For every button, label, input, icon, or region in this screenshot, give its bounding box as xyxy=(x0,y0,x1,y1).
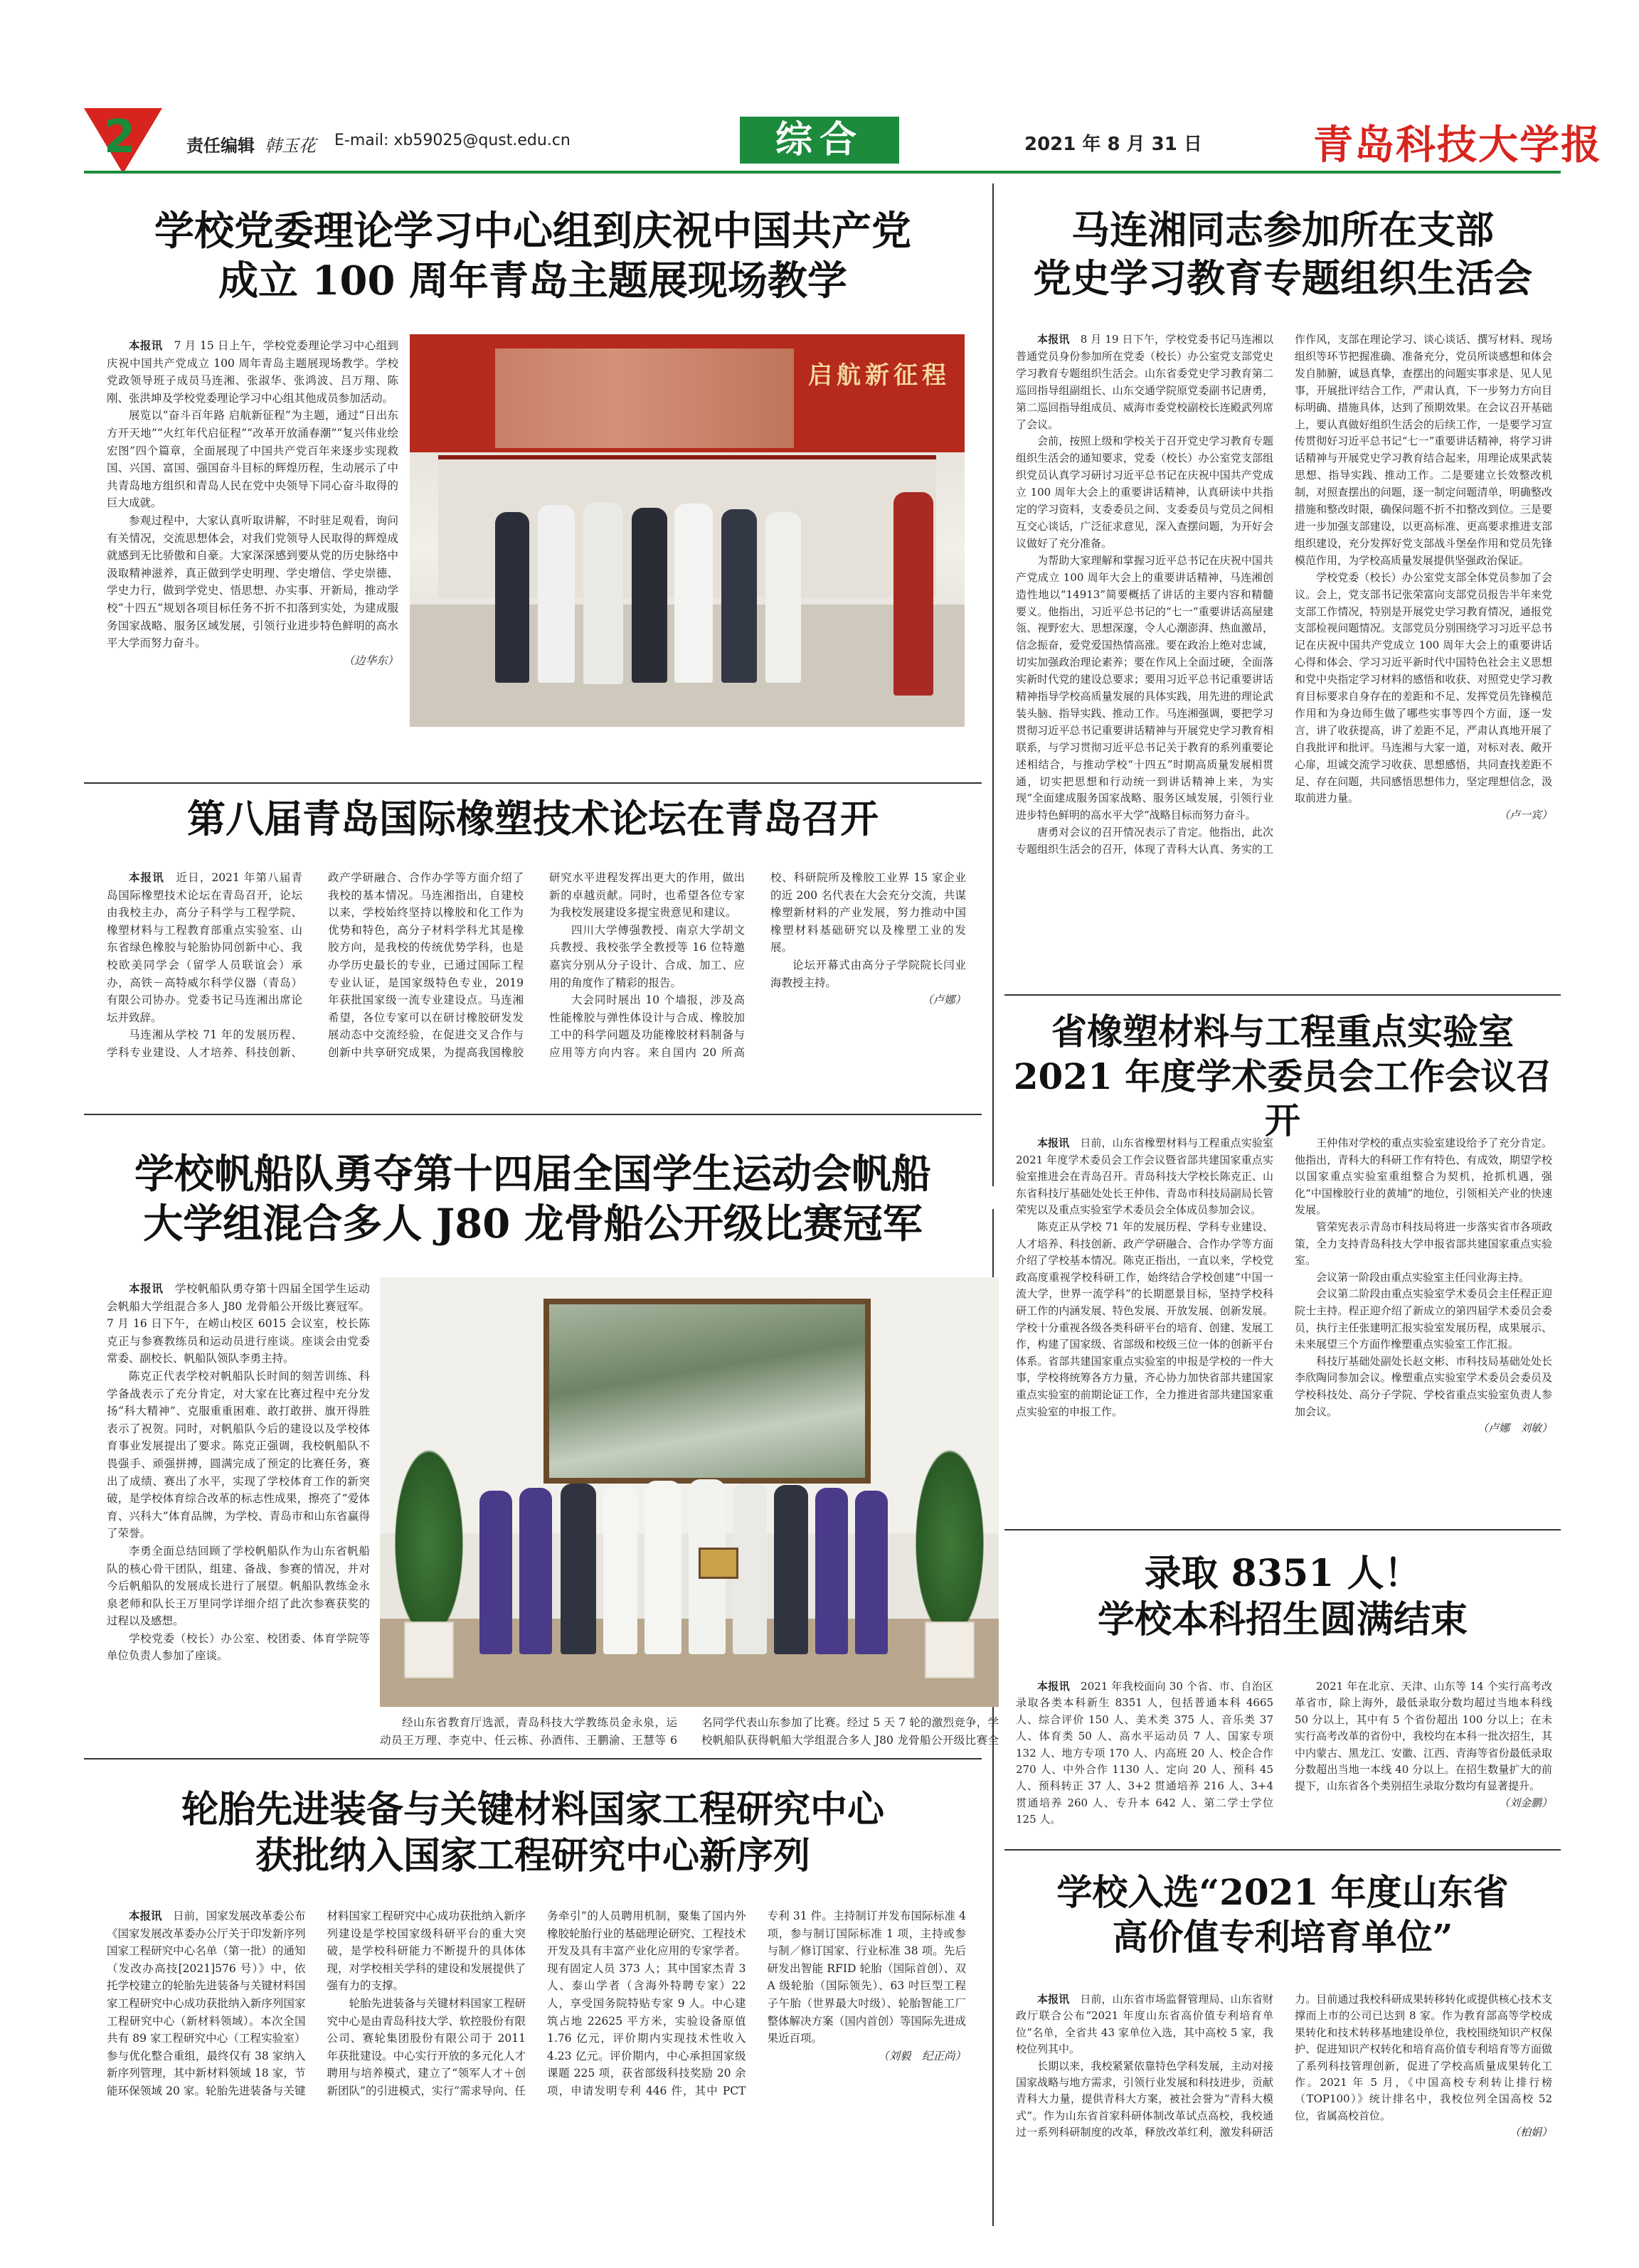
paragraph: 科技厅基础处副处长赵文彬、市科技局基础处处长李欣陶同参加会议。橡塑重点实验室学术委员会委员及学校科技处、高分子学院、学校省重点实验室负责人参加会议。 xyxy=(1295,1354,1552,1418)
article-headline xyxy=(1004,1870,1561,1959)
paragraph: 为帮助大家理解和掌握习近平总书记在庆祝中国共产党成立 100 周年大会上的重要讲话精神，马连湘创造性地以“14913”简要概括了讲话的主要内容和精髓要义。他指出，习近平总书记的“七一”重要讲话高屋建瓴、视野宏大、思想深邃，令人心潮澎湃、热血激昂，信念振奋，爱党爱国热情高涨。要在政治上绝对忠诚，切实加强政治理论素养；要在作风上全面过硬，全面落实新时代党的建设总要求；要用习近平总书记重要讲话精神指导学校高质量发展的具体实践，用先进的理论武装头脑、指导实践、推动工作。马连湘强调，要把学习贯彻习近平总书记重要讲话精神与开展党史学习教育相联系，与学习贯彻习近平总书记关于教育的系列重要论述相结合，与推动学校“十四五”时期高质量发展相贯通，切实把思想和行动统一到讲话精神上来，为实现“全面建成服务国家战略、服务区域发展，引领行业进步特色鲜明的高水平大学”战略目标而努力奋斗。 xyxy=(1016,553,1273,822)
page-number: 2 xyxy=(104,111,136,164)
paragraph: 经山东省教育厅选派，青岛科技大学教练员金永泉，运动员王万理、李克中、任云栋、孙酒伟、王鹏渝、王慧等 6 名同学代表山东参加了比赛。经过 5 天 7 轮的激烈竞争，学校帆船队获得帆船大学组混合多人 J80 龙骨船公开级比赛全 xyxy=(380,1716,999,1747)
section-divider xyxy=(84,1114,982,1115)
byline: （刘金鹏） xyxy=(1498,1796,1552,1809)
paragraph: 展览以“奋斗百年路 启航新征程”为主题，通过“日出东方开天地”“火红年代启征程”“改革开放涌春潮”“复兴伟业绘宏图”四个篇章，全面展现了中国共产党百年来逐步实现救国、兴国、富国、强国奋斗目标的辉煌历程，生动展示了中共青岛地方组织和青岛人民在党中央领导下同心奋斗取得的巨大成就。 xyxy=(107,409,398,510)
article-body xyxy=(380,1714,999,1752)
article-headline xyxy=(84,1787,982,1879)
paragraph: 陈克正从学校 71 年的发展历程、学科专业建设、人才培养、科技创新、政产学研融合、合作办学等方面介绍了学校基本情况。陈克正指出，一直以来，学校党政高度重视学校科研工作，始终结合学校创建“中国一流大学，世界一流学科”的长期愿景目标，坚持学校科研工作的内涵发展、特色发展、开放发展、创新发展。学校十分重视各级各类科研平台的培育、创建、发展工作，构建了国家级、省部级和校级三位一体的创新平台体系。省部共建国家重点实验室的申报是学校的一件大事，学校将统筹各方力量，齐心协力加快省部共建国家重点实验室的前期论证工作，全力推进省部共建国家重点实验室的申报工作。 xyxy=(1016,1220,1273,1418)
section-divider xyxy=(84,1758,982,1759)
byline: （卢娜） xyxy=(921,994,966,1007)
plant-pot xyxy=(404,1622,454,1678)
person-figure xyxy=(583,502,623,684)
headline-line: 学校帆船队勇夺第十四届全国学生运动会帆船 xyxy=(134,1151,931,1198)
paragraph: 王仲伟对学校的重点实验室建设给予了充分肯定。他指出，青科大的科研工作有特色、有成效，期望学校以国家重点实验室重组整合为契机，抢抓机遇，强化“中国橡胶行业的黄埔”的地位，引领相关产业的快速发展。 xyxy=(1295,1136,1552,1217)
lead-tag: 本报讯 xyxy=(129,339,163,352)
issue-date: 2021 年 8 月 31 日 xyxy=(1024,134,1202,155)
article-body xyxy=(1016,1135,1552,1523)
lead-tag: 本报讯 xyxy=(1037,333,1070,346)
paragraph: 会议第二阶段由重点实验室学术委员会主任程正迎院士主持。程正迎介绍了新成立的第四届学术委员会委员，执行主任张建明汇报实验室发展历程，成果展示、未来展望三个方面作橡塑重点实验室工作汇报。 xyxy=(1295,1287,1552,1351)
paragraph: 长期以来，我校紧紧依靠特色学科发展，主动对接国家战略与地方需求，引领行业发展和科技进步，贡献青科大力量，提供青科大方案，被社会誉为“青科大模式”。作为山东省首家科研体制改革试点高校，我校通过一系列科研制度的改革，释放改革红利，激发科研活力。目前通过我校科研成果转移转化或提供核心技术支撑而上市的公司已达到 8 家。作为教育部高等学校成果转化和技术转移基地建设单位，我校围绕知识产权保护、促进知识产权转化和培育高价值专利培育等方面做了系列科技管理创新，促进了学校高质量成果转化工作。2021 年 5 月，《中国高校专利转让排行榜（TOP100）》统计排名中，我校位列全国高校 52 位，省属高校首位。 xyxy=(1016,1993,1552,2139)
paragraph: 近日，2021 年第八届青岛国际橡塑技术论坛在青岛召开，论坛由我校主办，高分子科学与工程学院、橡塑材料与工程教育部重点实验室、山东省绿色橡胶与轮胎协同创新中心、我校欧美同学会（留学人员联谊会）承办，高铁－高特威尔科学仪器（青岛）有限公司协办。党委书记马连湘出席论坛并致辞。 xyxy=(107,871,302,1024)
paragraph: 会议第一阶段由重点实验室主任闫业海主持。 xyxy=(1316,1270,1530,1284)
article-body xyxy=(1016,331,1552,986)
person-figure xyxy=(603,1485,637,1654)
person-figure xyxy=(855,1491,888,1654)
column-divider xyxy=(992,183,994,1186)
lead-tag: 本报讯 xyxy=(1037,1136,1070,1149)
article-headline xyxy=(84,795,982,843)
certificate-icon xyxy=(699,1548,738,1579)
article-body xyxy=(107,869,966,1104)
byline: （柏娟） xyxy=(1509,2126,1552,2139)
paragraph: 李勇全面总结回顾了学校帆船队作为山东省帆船队的核心骨干团队，组建、备战、参赛的情况，并对今后帆船队的发展成长进行了展望。帆船队教练金永泉老师和队长王万里同学详细介绍了此次参赛获奖的过程以及感想。 xyxy=(107,1544,370,1628)
paragraph: 学校党委（校长）办公室党支部全体党员参加了会议。会上，党支部书记张荣富向支部党员报告半年来党支部工作情况，特别是开展党史学习教育情况，通报党支部检视问题情况。支部党员分别围绕学习习近平总书记在庆祝中国共产党成立 100 周年大会上的重要讲话心得和体会、学习习近平新时代中国特色社会主义思想和党中央指定学习材料的感悟和收获、对照党史学习教育目标要求自身存在的差距和不足、发挥党员先锋模范作用和为身边师生做了哪些实事等四个方面，逐一发言，讲了收获提高，讲了差距不足，严肃认真地开展了自我批评和批评。马连湘与大家一道，对标对表、敞开心扉，坦诚交流学习收获、思想感悟，共同查找差距不足、存在问题，共同感悟思想伟力，坚定理想信念，汲取前进力量。 xyxy=(1295,570,1552,805)
byline: （刘毅 纪正尚） xyxy=(877,2049,966,2062)
paragraph: 四川大学傅强教授、南京大学胡文兵教授、我校张学全教授等 16 位特邀嘉宾分别从分子设计、合成、加工、应用的角度作了精彩的报告。 xyxy=(549,923,745,989)
byline: （边华东） xyxy=(343,654,398,667)
landscape-painting xyxy=(543,1299,871,1484)
headline-line: 录取 8351 人！ xyxy=(1144,1552,1421,1595)
sailing-team-photo xyxy=(380,1277,999,1707)
headline-line: 省橡塑材料与工程重点实验室 xyxy=(1051,1011,1514,1053)
person-figure xyxy=(674,504,713,683)
paragraph: 轮胎先进装备与关键材料国家工程研究中心是由青岛科技大学、软控股份有限公司、赛轮集团股份有限公司于 2011 年获批建设。中心实行开放的多元化人才聘用与培养模式，建立了“领军人才＋创新团队”的引进模式，实行“需求导向、任务牵引”的人员聘用机制，聚集了国内外橡胶轮胎行业的基础理论研究、工程技术开发及具有丰富产业化应用的专家学者。现有固定人员 373 人；其中国家杰青 3 人、泰山学者（含海外特聘专家）22 人，享受国务院特贴专家 9 人。中心建筑占地 22625 平方米，实验设备原值 1.76 亿元，评价期内实现技术性收入 4.23 亿元。评价期内，中心承担国家级课题 225 项，获省部级科技奖励 20 余项，申请发明专利 446 件，其中 PCT 专利 31 件。主持制订并发布国际标准 4 项，参与制订国际标准 1 项，主持或参与制／修订国家、行业标准 38 项。先后研发出智能 RFID 轮胎（国际首创）、双 A 级轮胎（国际领先）、63 吋巨型工程子午胎（世界最大吋级）、轮胎智能工厂整体解决方案（国内首创）等国际先进成果近百项。 xyxy=(327,1910,966,2097)
lead-tag: 本报讯 xyxy=(1037,1993,1070,2006)
article-body xyxy=(1016,1991,1552,2230)
paragraph: 日前，国家发展改革委公布《国家发展改革委办公厅关于印发新序列国家工程研究中心名单（第一批）的通知（发改办高技[2021]576 号）》中，依托学校建立的轮胎先进装备与关键材料国家工程研究中心成功获批纳入新序列国家工程研究中心（新材料领域）。本次全国共有 89 家工程研究中心（工程实验室）参与优化整合重组，最终仅有 38 家纳入新序列管理，其中新材料领域 18 家，节能环保领域 20 家。轮胎先进装备与关键材料国家工程研究中心成功获批纳入新序列建设是学校国家级科研平台的重大突破，是学校科研能力不断提升的具体体现，对学校相关学科的建设和发展提供了强有力的支撑。 xyxy=(107,1910,526,2097)
section-divider xyxy=(84,782,982,784)
lead-tag: 本报讯 xyxy=(1037,1680,1070,1693)
headline-line: 轮胎先进装备与关键材料国家工程研究中心 xyxy=(181,1788,884,1831)
paragraph: 学校帆船队勇夺第十四届全国学生运动会帆船大学组混合多人 J80 龙骨船公开级比赛冠军。7 月 16 日下午，在崂山校区 6015 会议室，校长陈克正与参赛教练员和运动员进行座谈。座谈会由党委常委、副校长、帆船队领队李勇主持。 xyxy=(107,1282,370,1365)
headline-line: 学校本科招生圆满结束 xyxy=(1097,1598,1468,1641)
lead-tag: 本报讯 xyxy=(129,1909,162,1922)
person-figure xyxy=(519,1488,552,1654)
headline-line: 学校党委理论学习中心组到庆祝中国共产党 xyxy=(154,208,911,255)
paragraph: 会前，按照上级和学校关于召开党史学习教育专题组织生活会的通知要求，党委（校长）办公室党支部组织党员认真学习研讨习近平总书记在庆祝中国共产党成立 100 周年大会上的重要讲话精神，认真研读中共指定的学习资料，支委委员之间、支委委员与党员之间相互交心谈话，广泛征求意见，深入查摆问题，为开好会议做好了充分准备。 xyxy=(1016,435,1273,550)
paragraph: 日前，山东省市场监督管理局、山东省财政厅联合公布“2021 年度山东省高价值专利培育单位”名单，全省共 43 家单位入选，其中高校 5 家，我校位列其中。 xyxy=(1016,1993,1273,2056)
article-headline xyxy=(1004,206,1561,302)
person-figure xyxy=(538,505,575,683)
person-figure xyxy=(774,1485,808,1654)
photo-mural xyxy=(495,348,794,448)
section-badge: 综合 xyxy=(740,117,899,164)
paragraph: 2021 年我校面向 30 个省、市、自治区录取各类本科新生 8351 人，包括普通本科 4665 人、综合评价 150 人、美术类 375 人、音乐类 37 人、体育类 50 人、高水平运动员 7 人、国家专项 132 人、地方专项 170 人、内高班 20 人、校企合作 270 人、中外合作 1130 人、定向 20 人、预科 45 人、预科转正 37 人、3+2 贯通培养 216 人、3+4 贯通培养 260 人、专升本 642 人、第二学士学位 125 人。 xyxy=(1016,1680,1273,1826)
newspaper-title: 青岛科技大学报 xyxy=(1313,122,1602,169)
paragraph: 马连湘从学校 71 年的发展历程、学科专业建设、人才培养、科技创新、政产学研融合、合作办学等方面介绍了我校的基本情况。马连湘指出，自建校以来，学校始终坚持以橡胶和化工作为优势和特色，高分子材料学科尤其是橡胶方向，是我校的传统优势学科，也是办学历史最长的专业，已通过国际工程专业认证，是国家级特色专业，2019 年获批国家级一流专业建设点。马连湘希望，各位专家可以在研讨橡胶研发发展动态中交流经验，在促进交叉合作与创新中共享研究成果，为提高我国橡胶研究水平进程发挥出更大的作用，做出新的卓越贡献。同时，也希望各位专家为我校发展建设多提宝贵意见和建议。 xyxy=(107,871,745,1059)
editor-name: 韩玉花 xyxy=(265,136,316,156)
person-figure xyxy=(645,1481,681,1654)
paragraph: 8 月 19 日下午，学校党委书记马连湘以普通党员身份参加所在党委（校长）办公室党支部党史学习教育专题组织生活会。山东省委党史学习教育第二巡回指导组副组长、山东交通学院原党委副书记唐勇，第二巡回指导组成员、威海市委党校副校长连殿武列席了会议。 xyxy=(1016,333,1273,431)
lead-tag: 本报讯 xyxy=(129,1282,164,1295)
person-figure xyxy=(479,1491,512,1654)
photo-slogan: 启航新征程 xyxy=(808,361,950,390)
masthead-rule xyxy=(84,171,1561,174)
person-figure xyxy=(721,509,757,683)
paragraph: 参观过程中，大家认真听取讲解，不时驻足观看，询问有关情况，交流思想体会，对我们党领导人民取得的辉煌成就感到无比骄傲和自豪。大家深深感到要从党的历史脉络中汲取精神滋养，真正做到学史明理、学史增信、学史崇德、学史力行，做到学党史、悟思想、办实事、开新局，推动学校“十四五”规划各项目标任务不折不扣落到实处，为建成服务国家战略、服务区域发展，引领行业进步特色鲜明的高水平大学而努力奋斗。 xyxy=(107,513,398,650)
headline-line: 成立 100 周年青岛主题展现场教学 xyxy=(218,257,847,304)
headline-line: 2021 年度学术委员会工作会议召开 xyxy=(1013,1055,1552,1141)
person-figure xyxy=(632,508,667,683)
editor-label: 责任编辑 xyxy=(186,136,255,156)
paragraph: 2021 年在北京、天津、山东等 14 个实行高考改革省市，除上海外，最低录取分数均超过当地本科线 50 分以上，其中有 5 个省份超出 100 分以上；在未实行高考改革的省份中，我校均在本科一批次招生，其中内蒙古、黑龙江、安徽、江西、青海等省份最低录取分数超出当地一本线 40 分以上。在招生数量扩大的前提下，山东省各个类别招生录取分数均有显著提升。 xyxy=(1295,1680,1552,1793)
headline-line: 高价值专利培育单位” xyxy=(1112,1915,1453,1958)
person-figure xyxy=(495,512,529,683)
article-body xyxy=(1016,1678,1552,1843)
paragraph: 陈克正代表学校对帆船队长时间的刻苦训练、科学备战表示了充分肯定，对大家在比赛过程中充分发扬“科大精神”、克服重重困难、敢打敢拼、旗开得胜表示了祝贺。同时，对帆船队今后的建设以及学校体育事业发展提出了要求。陈克正强调，我校帆船队不畏强手、顽强拼搏，圆满完成了预定的比赛任务，赛出了成绩、赛出了水平，实现了学校体育工作的新突破，是学校体育综合改革的标志性成果，擦亮了“爱体育、兴科大”体育品牌，为学校、青岛市和山东省赢得了荣誉。 xyxy=(107,1369,370,1540)
headline-line: 第八届青岛国际橡塑技术论坛在青岛召开 xyxy=(187,796,879,841)
article-headline xyxy=(1004,1550,1561,1643)
headline-line: 获批纳入国家工程研究中心新序列 xyxy=(255,1834,810,1878)
page-number-badge xyxy=(84,100,162,178)
headline-line: 大学组混合多人 J80 龙骨船公开级比赛冠军 xyxy=(143,1200,923,1247)
person-figure xyxy=(765,512,801,683)
paragraph: 日前，山东省橡塑材料与工程重点实验室 2021 年度学术委员会工作会议暨省部共建国家重点实验室推进会在青岛召开。青岛科技大学校长陈克正、山东省科技厅基础处处长王仲伟、青岛市科技局副局长管荣宪以及重点实验室学术委员会全体成员参加会议。 xyxy=(1016,1136,1273,1217)
plant-icon xyxy=(911,1437,989,1650)
plant-icon xyxy=(390,1437,468,1650)
editor-email: E-mail: xb59025@qust.edu.cn xyxy=(334,132,571,149)
paragraph: 7 月 15 日上午，学校党委理论学习中心组到庆祝中国共产党成立 100 周年青岛主题展现场教学。学校党政领导班子成员马连湘、张淑华、张鸿波、吕万翔、陈刚、张洪坤及学校党委理论学习中心组其他成员参加活动。 xyxy=(107,339,398,405)
byline: （卢一宾） xyxy=(1498,809,1552,822)
article-body xyxy=(107,337,398,735)
article-headline xyxy=(84,206,982,306)
headline-line: 马连湘同志参加所在支部 xyxy=(1071,207,1494,252)
lead-tag: 本报讯 xyxy=(129,871,164,884)
headline-line: 党史学习教育专题组织生活会 xyxy=(1033,255,1532,301)
exhibition-photo xyxy=(410,334,965,727)
section-divider xyxy=(1004,1849,1561,1851)
article-body xyxy=(107,1280,370,1741)
person-figure xyxy=(561,1484,596,1654)
section-divider xyxy=(1004,1529,1561,1530)
plant-pot xyxy=(925,1622,975,1678)
paragraph: 论坛开幕式由高分子学院院长闫业海教授主持。 xyxy=(770,958,966,989)
headline-line: 学校入选“2021 年度山东省 xyxy=(1056,1871,1509,1913)
paragraph: 大会同时展出 10 个墙报，涉及高性能橡胶与弹性体设计与合成、橡胶加工中的科学问题及功能橡胶材料制备与应用等方向内容。来自国内 20 所高校、科研院所及橡胶工业界 15 家企业的近 200 名代表在大会充分交流，共谋橡塑新材料的产业发展，努力推动中国橡塑材料基础研究以及橡塑工业的发展。 xyxy=(549,871,966,1059)
article-headline xyxy=(1004,1010,1561,1144)
byline: （卢娜 刘敏） xyxy=(1477,1422,1552,1435)
paragraph: 学校党委（校长）办公室、校团委、体育学院等单位负责人参加了座谈。 xyxy=(107,1631,370,1663)
section-divider xyxy=(1004,994,1561,996)
guide-figure xyxy=(893,492,933,696)
paragraph: 唐勇对会议的召开情况表示了肯定。他指出，此次专题组织生活会的召开，体现了青科大认真、务实的工作作风，支部在理论学习、谈心谈话、撰写材料、现场组织等环节把握准确、准备充分，党员所谈感想和体会发自肺腑，诚恳真挚，查摆出的问题实事求是、见人见事，开展批评结合工作，严肃认真，下一步努力方向目标明确、措施具体，达到了预期效果。在会议召开基础上，要认真做好组织生活会的后续工作，一是要学习宣传贯彻好习近平总书记“七一”重要讲话精神，将学习讲话精神与开展党史学习教育结合起来，用理论成果武装思想、指导实践、推动工作。二是要建立长效整改机制，对照查摆出的问题，逐一制定问题清单，明确整改措施和整改时限，确保问题不折不扣整改到位。三是要进一步加强支部建设，以更高标准、更高要求推进支部组织建设，充分发挥好党支部战斗堡垒作用和党员先锋模范作用，为学校高质量发展提供坚强政治保证。 xyxy=(1016,333,1552,856)
paragraph: 管荣宪表示青岛市科技局将进一步落实省市各项政策，全力支持青岛科技大学申报省部共建国家重点实验室。 xyxy=(1295,1220,1552,1267)
article-body xyxy=(107,1907,966,2235)
article-headline xyxy=(84,1149,982,1249)
person-figure xyxy=(815,1488,848,1654)
